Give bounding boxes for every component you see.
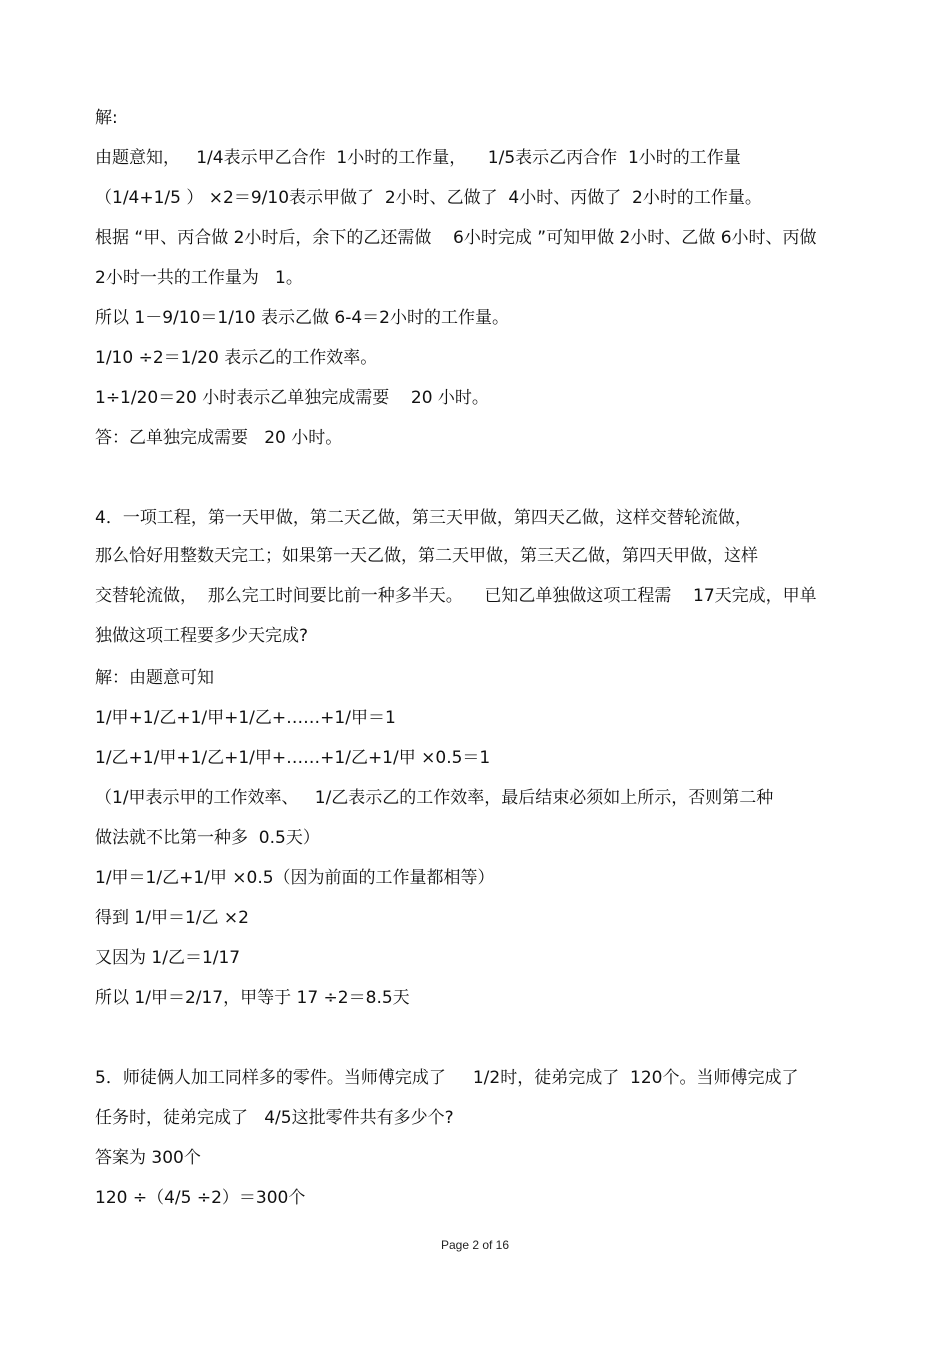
text-line: 1/甲＝1/乙+1/甲 ×0.5（因为前面的工作量都相等） bbox=[95, 868, 495, 888]
text-line: 1/10 ÷2＝1/20 表示乙的工作效率。 bbox=[95, 348, 378, 368]
text-line: 解：由题意可知 bbox=[95, 668, 214, 688]
page-number: Page 2 of 16 bbox=[440, 1238, 510, 1252]
text-line: 答案为 300个 bbox=[95, 1148, 201, 1168]
text-line: 1/甲+1/乙+1/甲+1/乙+……+1/甲＝1 bbox=[95, 708, 396, 728]
text-line: 所以 1/甲＝2/17，甲等于 17 ÷2＝8.5天 bbox=[95, 988, 410, 1008]
problem-4-line: 交替轮流做， 那么完工时间要比前一种多半天。 已知乙单独做这项工程需 17天完成，甲单 bbox=[95, 586, 817, 606]
problem-4-line: 独做这项工程要多少天完成? bbox=[95, 626, 309, 646]
problem-5-line: 5．师徒俩人加工同样多的零件。当师傅完成了 1/2时，徒弟完成了 120个。当师傅完成了 bbox=[95, 1068, 799, 1088]
text-line: 做法就不比第一种多 0.5天） bbox=[95, 828, 320, 848]
text-line: 解: bbox=[95, 108, 118, 128]
text-line: 又因为 1/乙＝1/17 bbox=[95, 948, 241, 968]
text-line: 由题意知， 1/4表示甲乙合作 1小时的工作量， 1/5表示乙丙合作 1小时的工作量 bbox=[95, 148, 741, 168]
text-line: 答：乙单独完成需要 20 小时。 bbox=[95, 428, 343, 448]
text-line: 120 ÷（4/5 ÷2）＝300个 bbox=[95, 1188, 306, 1208]
text-line: 1/乙+1/甲+1/乙+1/甲+……+1/乙+1/甲 ×0.5＝1 bbox=[95, 748, 491, 768]
text-line: 根据 “甲、丙合做 2小时后，余下的乙还需做 6小时完成 ”可知甲做 2小时、乙做 6小时、丙做 bbox=[95, 228, 817, 248]
text-line: （1/4+1/5 ） ×2＝9/10表示甲做了 2小时、乙做了 4小时、丙做了 2小时的工作量。 bbox=[95, 188, 762, 208]
problem-4-line: 4．一项工程，第一天甲做，第二天乙做，第三天甲做，第四天乙做，这样交替轮流做， bbox=[95, 508, 752, 528]
problem-4-line: 那么恰好用整数天完工；如果第一天乙做，第二天甲做，第三天乙做，第四天甲做，这样 bbox=[95, 546, 758, 566]
text-line: 1÷1/20＝20 小时表示乙单独完成需要 20 小时。 bbox=[95, 388, 489, 408]
text-line: 2小时一共的工作量为 1。 bbox=[95, 268, 303, 288]
text-line: （1/甲表示甲的工作效率、 1/乙表示乙的工作效率，最后结束必须如上所示，否则第二种 bbox=[95, 788, 774, 808]
problem-5-line: 任务时，徒弟完成了 4/5这批零件共有多少个? bbox=[95, 1108, 454, 1128]
text-line: 得到 1/甲＝1/乙 ×2 bbox=[95, 908, 249, 928]
text-line: 所以 1－9/10＝1/10 表示乙做 6-4＝2小时的工作量。 bbox=[95, 308, 509, 328]
